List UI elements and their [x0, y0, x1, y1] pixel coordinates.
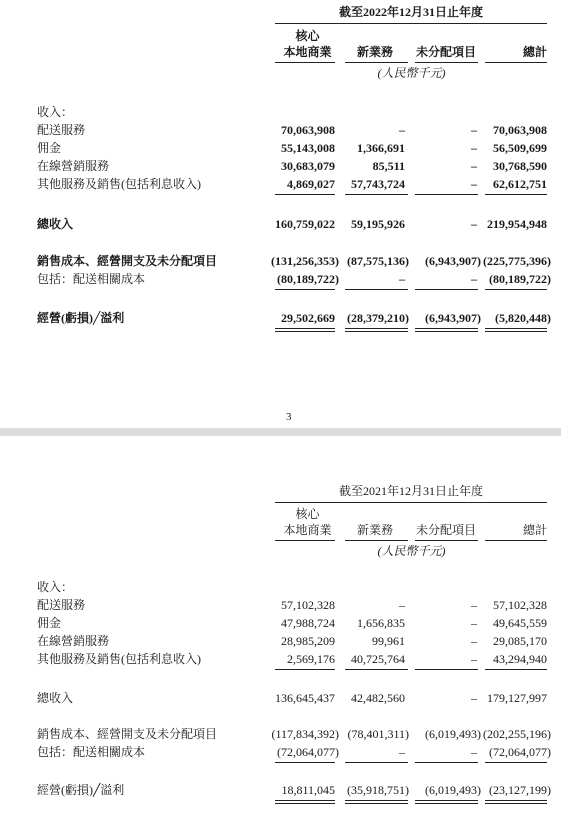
cell-unallocated: – — [471, 177, 477, 191]
cell-total: 57,102,328 — [493, 598, 547, 612]
row-label: 總收入 — [37, 217, 74, 231]
subtotal-rule — [485, 669, 547, 670]
cell-unallocated: – — [471, 123, 477, 137]
cell-core: (80,189,722) — [277, 272, 339, 286]
total-double-rule — [415, 328, 478, 332]
cell-new: – — [399, 123, 405, 137]
col-rule — [485, 540, 547, 541]
cell-new: (28,379,210) — [347, 311, 409, 325]
row-label: 總收入 — [37, 691, 74, 705]
row-label: 佣金 — [37, 141, 62, 155]
unit-label: (人民幣千元) — [377, 66, 446, 80]
cell-core: 28,985,209 — [281, 634, 335, 648]
cell-unallocated: (6,943,907) — [425, 254, 481, 268]
col-core-line2: 本地商業 — [283, 45, 332, 59]
cell-total: (202,255,196) — [483, 727, 551, 741]
cell-new: (35,918,751) — [347, 783, 409, 797]
cell-total: 219,954,948 — [487, 217, 547, 231]
cell-total: (5,820,448) — [495, 311, 551, 325]
row-label: 其他服務及銷售(包括利息收入) — [37, 652, 201, 666]
unit-label: (人民幣千元) — [377, 544, 446, 558]
cell-total: 49,645,559 — [493, 616, 547, 630]
cell-new: 1,656,835 — [357, 616, 405, 630]
col-rule — [345, 62, 408, 63]
cell-unallocated: – — [471, 141, 477, 155]
period-header: 截至2022年12月31日止年度 — [338, 5, 483, 19]
col-rule — [345, 540, 408, 541]
cell-unallocated: – — [471, 159, 477, 173]
cell-new: 1,366,691 — [357, 141, 405, 155]
cell-new: (78,401,311) — [347, 727, 409, 741]
cell-total: 56,509,699 — [493, 141, 547, 155]
total-double-rule — [275, 328, 335, 332]
cell-core: (72,064,077) — [277, 745, 339, 759]
cell-new: 42,482,560 — [351, 691, 405, 705]
cell-unallocated: (6,943,907) — [425, 311, 481, 325]
cell-unallocated: – — [471, 598, 477, 612]
page-number: 3 — [286, 411, 292, 423]
subtotal-rule — [345, 762, 408, 763]
cell-total: 62,612,751 — [493, 177, 547, 191]
cell-total: (23,127,199) — [489, 783, 551, 797]
cell-new: (87,575,136) — [347, 254, 409, 268]
subtotal-rule — [275, 669, 335, 670]
cell-core: 55,143,008 — [281, 141, 335, 155]
cell-core: (131,256,353) — [271, 254, 339, 268]
subtotal-rule — [345, 194, 408, 195]
total-double-rule — [275, 800, 335, 804]
col-unallocated-line2: 未分配項目 — [415, 45, 476, 59]
col-rule — [415, 540, 478, 541]
cell-core: 136,645,437 — [275, 691, 335, 705]
subtotal-rule — [415, 194, 478, 195]
cell-core: 47,988,724 — [281, 616, 335, 630]
cell-core: 160,759,022 — [275, 217, 335, 231]
total-double-rule — [485, 328, 547, 332]
col-total-line2: 總計 — [522, 523, 547, 537]
cell-unallocated: – — [471, 652, 477, 666]
col-rule — [275, 540, 335, 541]
col-rule — [415, 62, 478, 63]
cell-new: 59,195,926 — [351, 217, 405, 231]
cell-total: (225,775,396) — [483, 254, 551, 268]
col-new-line2: 新業務 — [356, 45, 393, 59]
cell-core: 57,102,328 — [281, 598, 335, 612]
row-label: 配送服務 — [37, 123, 86, 137]
col-rule — [485, 62, 547, 63]
row-label: 銷售成本、經營開支及未分配項目 — [37, 727, 218, 741]
row-label: 經營(虧損)╱溢利 — [37, 311, 125, 325]
subtotal-rule — [345, 289, 408, 290]
cell-new: 85,511 — [372, 159, 405, 173]
cell-core: (117,834,392) — [271, 727, 339, 741]
total-double-rule — [485, 800, 547, 804]
subtotal-rule — [415, 289, 478, 290]
row-label: 銷售成本、經營開支及未分配項目 — [37, 254, 218, 268]
col-total-line2: 總計 — [522, 45, 547, 59]
cell-new: – — [399, 745, 405, 759]
cell-total: (72,064,077) — [489, 745, 551, 759]
cell-total: (80,189,722) — [489, 272, 551, 286]
cell-core: 30,683,079 — [281, 159, 335, 173]
row-label: 佣金 — [37, 616, 62, 630]
col-core-line1: 核心 — [295, 29, 320, 43]
cell-core: 18,811,045 — [281, 783, 335, 797]
cell-unallocated: – — [471, 616, 477, 630]
subtotal-rule — [485, 194, 547, 195]
row-label: 在線營銷服務 — [37, 159, 110, 173]
row-label: 包括：配送相關成本 — [37, 272, 146, 286]
row-label: 在線營銷服務 — [37, 634, 110, 648]
cell-total: 70,063,908 — [493, 123, 547, 137]
subtotal-rule — [485, 762, 547, 763]
row-label: 其他服務及銷售(包括利息收入) — [37, 177, 201, 191]
period-header: 截至2021年12月31日止年度 — [338, 484, 483, 498]
revenue-header: 收入： — [37, 580, 74, 594]
cell-total: 29,085,170 — [493, 634, 547, 648]
cell-unallocated: – — [471, 217, 477, 231]
total-double-rule — [415, 800, 478, 804]
cell-new: 99,961 — [372, 634, 405, 648]
document-page-2021 — [0, 436, 561, 815]
cell-core: 4,869,027 — [287, 177, 335, 191]
cell-total: 30,768,590 — [493, 159, 547, 173]
subtotal-rule — [275, 762, 335, 763]
total-double-rule — [345, 328, 408, 332]
header-rule — [275, 502, 547, 503]
cell-core: 29,502,669 — [281, 311, 335, 325]
subtotal-rule — [415, 669, 478, 670]
cell-unallocated: (6,019,493) — [425, 727, 481, 741]
cell-unallocated: (6,019,493) — [425, 783, 481, 797]
col-core-line1: 核心 — [295, 507, 320, 521]
header-rule — [275, 23, 547, 24]
revenue-header: 收入： — [37, 105, 74, 119]
row-label: 配送服務 — [37, 598, 86, 612]
subtotal-rule — [345, 669, 408, 670]
subtotal-rule — [275, 289, 335, 290]
cell-total: 43,294,940 — [493, 652, 547, 666]
cell-new: – — [399, 272, 405, 286]
row-label: 經營(虧損)╱溢利 — [37, 783, 125, 797]
col-new-line2: 新業務 — [356, 523, 393, 537]
cell-core: 2,569,176 — [287, 652, 335, 666]
subtotal-rule — [275, 194, 335, 195]
row-label: 包括：配送相關成本 — [37, 745, 146, 759]
subtotal-rule — [485, 289, 547, 290]
cell-unallocated: – — [471, 634, 477, 648]
cell-new: – — [399, 598, 405, 612]
cell-total: 179,127,997 — [487, 691, 547, 705]
col-unallocated-line2: 未分配項目 — [415, 523, 476, 537]
cell-new: 57,743,724 — [351, 177, 405, 191]
cell-unallocated: – — [471, 691, 477, 705]
subtotal-rule — [415, 762, 478, 763]
col-rule — [275, 62, 335, 63]
total-double-rule — [345, 800, 408, 804]
cell-unallocated: – — [471, 745, 477, 759]
cell-new: 40,725,764 — [351, 652, 405, 666]
col-core-line2: 本地商業 — [283, 523, 332, 537]
cell-core: 70,063,908 — [281, 123, 335, 137]
page-gap — [0, 428, 561, 436]
cell-unallocated: – — [471, 272, 477, 286]
